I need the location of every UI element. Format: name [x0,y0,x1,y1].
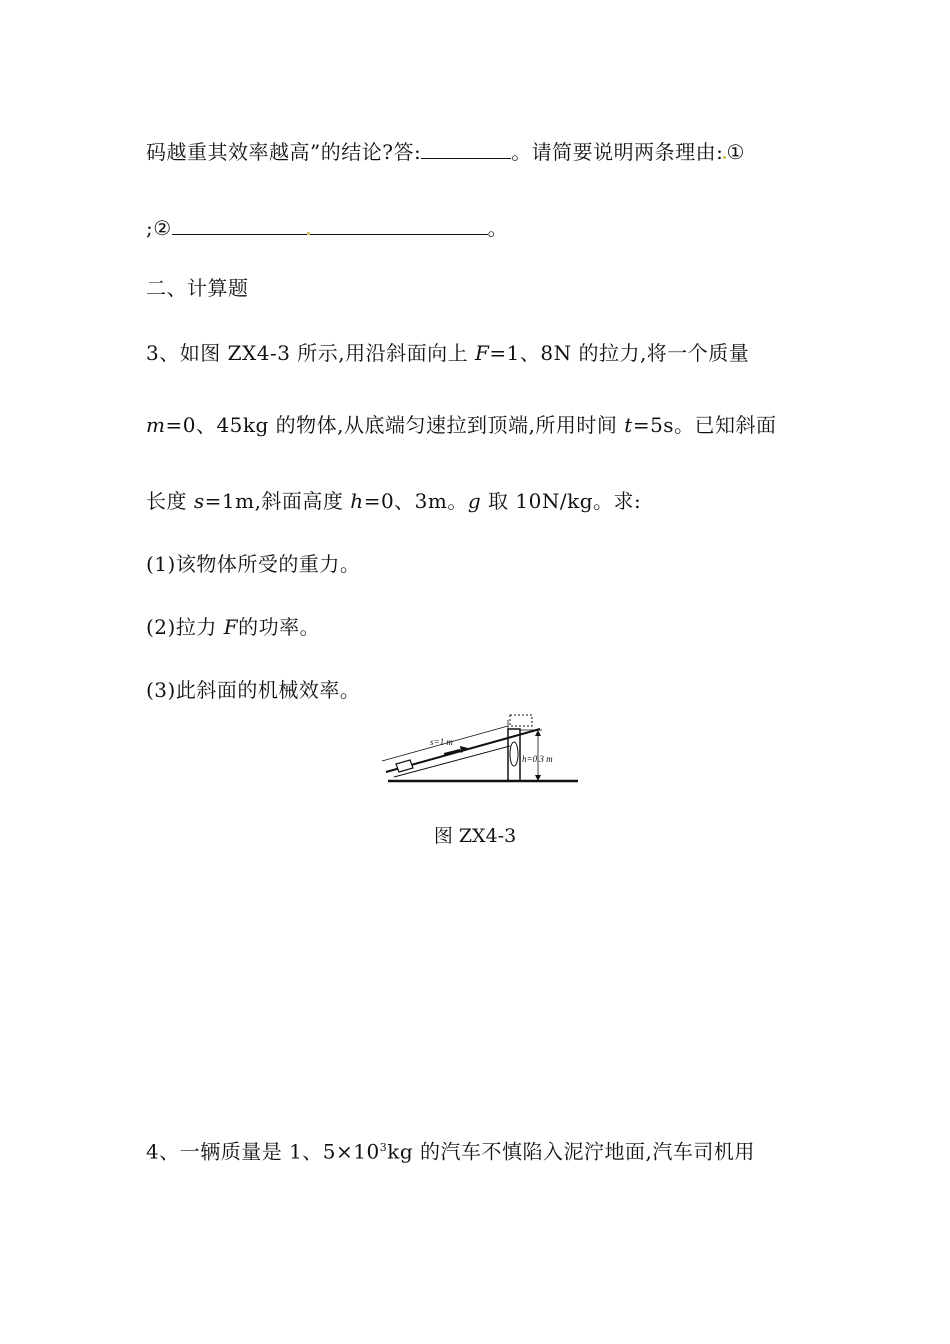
var-t: t [624,413,633,437]
answer-blank-2b[interactable] [310,214,488,235]
var-F: F [223,615,239,639]
q3-text: =1m,斜面高度 [204,489,351,513]
var-g: g [467,489,482,513]
figure-caption: 图 ZX4-3 [433,825,517,847]
q2-reason-prompt: 。请简要说明两条理由: [511,140,724,164]
q3-text: 的功率。 [238,615,321,639]
circle-one: ① [726,140,745,164]
q3-line-2 [146,411,777,439]
object-block [396,760,413,772]
incline-underside [394,746,510,777]
var-h: h [350,489,364,513]
q3-sub-2 [146,613,320,641]
var-m: m [146,413,166,437]
q2-line-1 [146,138,745,166]
q3-text: =1、8N 的拉力,将一个质量 [489,341,750,365]
exponent: 3 [379,1141,388,1154]
line-end-period: 。 [487,216,509,240]
answer-blank-2a[interactable] [172,214,307,235]
answer-blank-1[interactable] [421,138,511,159]
q2-question-text: 码越重其效率越高”的结论?答: [146,140,422,164]
q3-text: =0、45kg 的物体,从底端匀速拉到顶端,所用时间 [165,413,625,437]
inclined-plane-figure [380,714,580,786]
q4-line-1 [146,1134,755,1166]
q3-sub-3: (3)此斜面的机械效率。 [146,678,361,702]
q3-text: 3、如图 ZX4-3 所示,用沿斜面向上 [146,341,475,365]
q3-text: 长度 [146,489,194,513]
var-s: s [193,489,205,513]
h-label: h=0.3 m [522,754,553,764]
s-label: s=1 m [430,737,453,747]
q3-text: (2)拉力 [146,615,224,639]
q3-sub-1: (1)该物体所受的重力。 [146,552,361,576]
q4-text: kg 的汽车不慎陷入泥泞地面,汽车司机用 [387,1139,755,1164]
section-title: 二、计算题 [146,276,249,300]
q3-text: =0、3m。 [363,489,468,513]
var-F: F [475,341,490,365]
q3-text: =5s。已知斜面 [632,413,777,437]
q3-text: 取 10N/kg。求: [481,489,642,513]
q3-line-3 [146,487,641,515]
q2-line-2 [146,214,508,242]
circle-two-prefix: ;② [146,216,172,240]
dashed-block-top [510,715,532,726]
support-oval [510,742,518,766]
q3-line-1 [146,339,749,367]
q4-text: 4、一辆质量是 1、5×10 [146,1139,380,1164]
